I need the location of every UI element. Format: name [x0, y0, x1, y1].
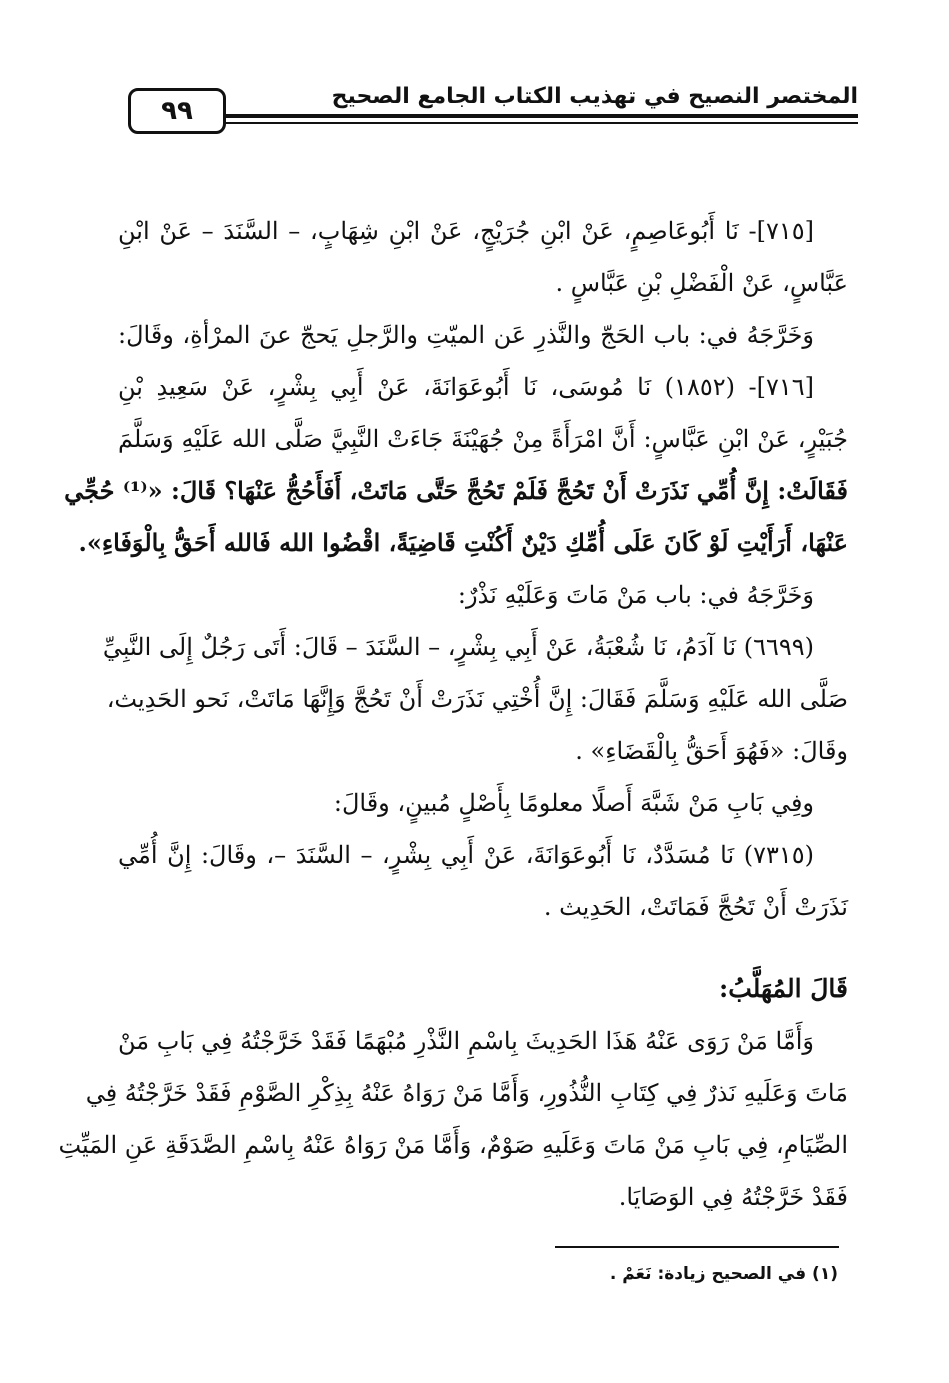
page-number: ٩٩ [128, 88, 226, 134]
footnote-separator [555, 1246, 839, 1248]
section-heading: قَالَ المُهَلَّبُ: [718, 974, 848, 1003]
commentary-line: مَاتَ وَعَلَيهِ نَذرٌ فِي كِتَابِ النُّذُورِ، وَأَمَّا مَنْ رَوَاهُ عَنْهُ بِذِكْرِ الصَّوْمِ فَقَدْ خَرَّجْتُهُ فِي [85, 1079, 848, 1107]
running-title: المختصر النصيح في تهذيب الكتاب الجامع الصحيح [331, 84, 858, 109]
text-line: وقَالَ: «فَهُوَ أَحَقُّ بِالْقَضَاءِ» . [575, 737, 848, 765]
text-line: فَقَالَتْ: إِنَّ أُمِّي نَذَرَتْ أَنْ تَحُجَّ فَلَمْ تَحُجَّ حَتَّى مَاتَتْ، أَفَأَحُجُّ عَنْهَا؟ قَالَ: «⁽¹⁾ حُجِّي [64, 476, 848, 505]
text-line: نَذَرَتْ أَنْ تَحُجَّ فَمَاتَتْ، الحَدِيث . [543, 893, 848, 921]
text-line: صَلَّى الله عَلَيْهِ وَسَلَّمَ فَقَالَ: إِنَّ أُخْتِي نَذَرَتْ أَنْ تَحُجَّ وَإِنَّهَا مَاتَتْ، نَحو الحَدِيث، [106, 685, 848, 713]
commentary-line: الصِّيَامِ، فِي بَابِ مَنْ مَاتَ وَعَلَيهِ صَوْمٌ، وَأَمَّا مَنْ رَوَاهُ عَنْهُ بِاسْمِ الصَّدَقَةِ عَنِ المَيِّتِ [58, 1131, 848, 1159]
text-line: وَخَرَّجَهُ في: باب مَنْ مَاتَ وَعَلَيْهِ نَذْرٌ: [457, 581, 814, 609]
footnote: (١) في الصحيح زيادة: نَعَمْ . [609, 1264, 838, 1284]
text-line: [٧١٦]- (١٨٥٢) نَا مُوسَى، نَا أَبُوعَوَانَةَ، عَنْ أَبِي بِشْرٍ، عَنْ سَعِيدِ بْنِ [118, 373, 814, 401]
main-text [58, 205, 849, 1223]
commentary-line: فَقَدْ خَرَّجْتُهُ فِي الوَصَايَا. [618, 1183, 848, 1211]
section-gap [118, 933, 848, 963]
commentary-line: وَأَمَّا مَنْ رَوَى عَنْهُ هَذَا الحَدِيثَ بِاسْمِ النَّذْرِ مُبْهَمًا فَقَدْ خَرَّجْتُهُ فِي بَابِ مَنْ [118, 1027, 814, 1055]
text-line: [٧١٥]- نَا أَبُوعَاصِمٍ، عَنْ ابْنِ جُرَيْجٍ، عَنْ ابْنِ شِهَابٍ، – السَّنَدَ – عَنْ ابْنِ [118, 217, 814, 245]
text-line: وفِي بَابِ مَنْ شَبَّهَ أَصلًا معلومًا بِأَصْلٍ مُبينٍ، وقَالَ: [333, 789, 814, 817]
text-line: جُبَيْرٍ، عَنْ ابْنِ عَبَّاسٍ: أَنَّ امْرَأَةً مِنْ جُهَيْنَةَ جَاءَتْ النَّبِيَّ صَلَّى الله عَلَيْهِ وَسَلَّمَ [118, 425, 849, 453]
text-line: (٦٦٩٩) نَا آدَمُ، نَا شُعْبَةُ، عَنْ أَبِي بِشْرٍ، – السَّنَدَ – قَالَ: أَتَى رَجُلٌ إِلَى النَّبِيِّ [102, 633, 814, 661]
header-rule-thin [226, 122, 858, 124]
header-rule-thick [226, 114, 858, 118]
text-line: وَخَرَّجَهُ في: باب الحَجّ والنَّذرِ عَن الميّتِ والرَّجلِ يَحجّ عنَ المرْأةِ، وقَالَ: [118, 321, 814, 349]
text-line: عَنْهَا، أَرَأَيْتِ لَوْ كَانَ عَلَى أُمِّكِ دَيْنٌ أَكُنْتِ قَاضِيَةً، اقْضُوا الله فَالله أَحَقُّ بِالْوَفَاءِ». [78, 528, 848, 557]
text-line: (٧٣١٥) نَا مُسَدَّدٌ، نَا أَبُوعَوَانَةَ، عَنْ أَبِي بِشْرٍ، – السَّنَدَ –، وقَالَ: إِنَّ أُمِّي [118, 841, 814, 869]
text-line: عَبَّاسٍ، عَنْ الْفَضْلِ بْنِ عَبَّاسٍ . [555, 269, 848, 297]
page-header [128, 78, 858, 148]
